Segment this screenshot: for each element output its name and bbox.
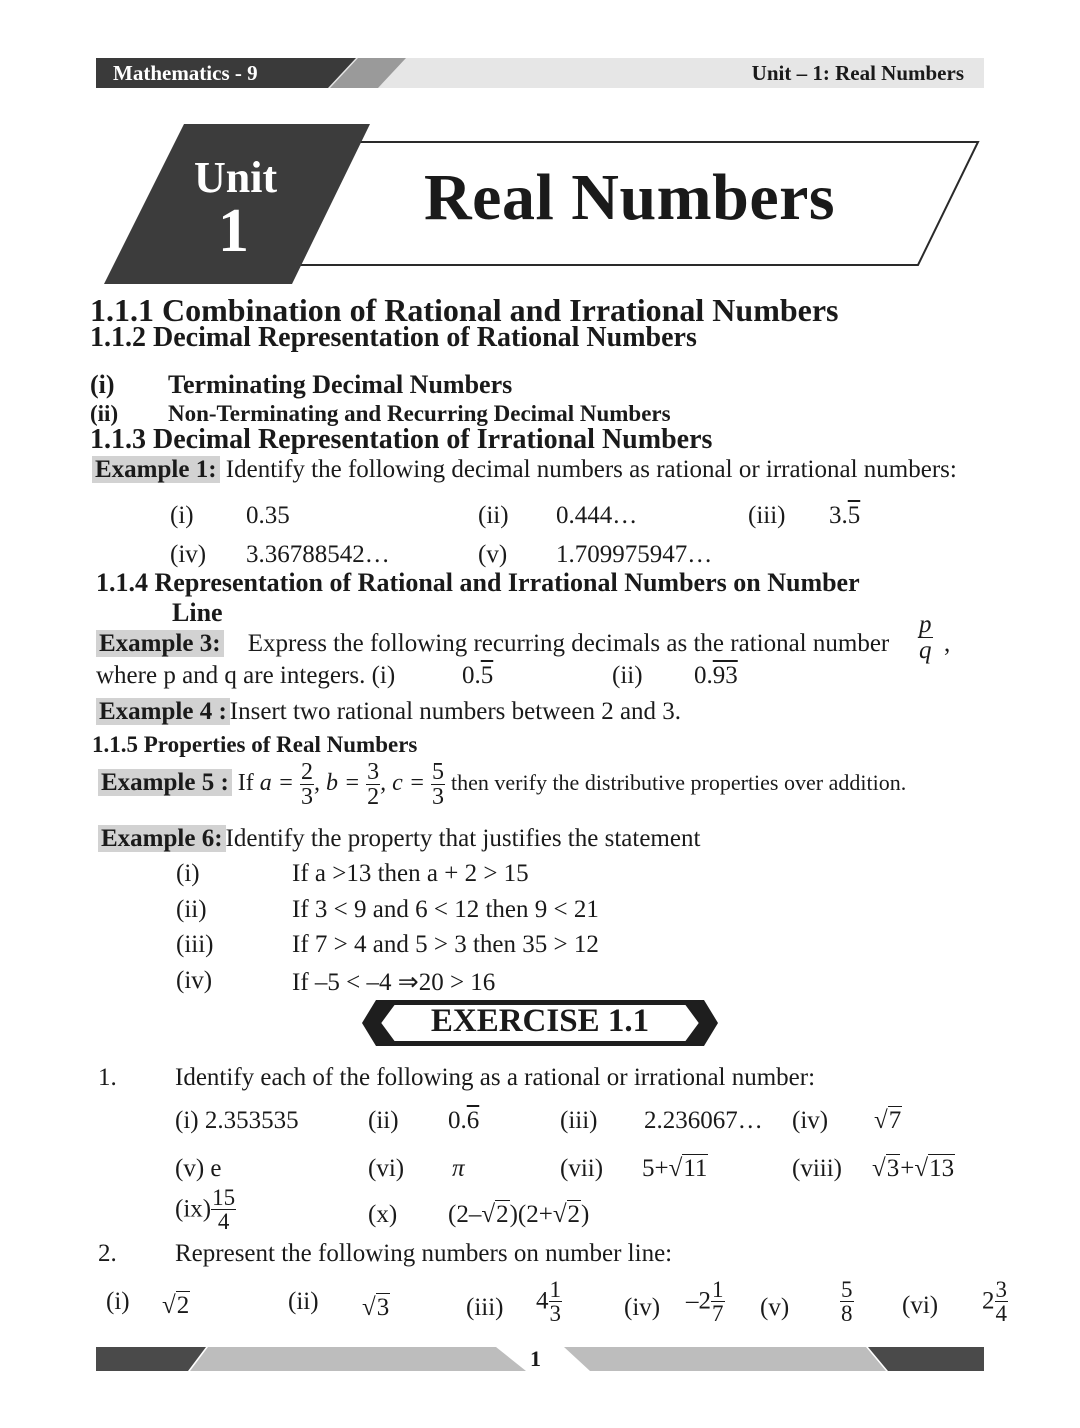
q1-ii-val: [448, 1107, 479, 1135]
header-subject: Mathematics - 9: [113, 61, 258, 85]
example-1-label: Example 1:: [92, 456, 220, 483]
q2-num: 2.: [98, 1240, 117, 1267]
frac-q: q: [919, 637, 932, 664]
example-5: [98, 760, 906, 809]
ex3-i-val-b: 5: [480, 662, 494, 689]
q1-num: 1.: [98, 1064, 117, 1091]
ex6-i-num: (i): [176, 860, 200, 887]
ex1-ii-val: 0.444…: [556, 502, 638, 529]
q1-vii-num: (vii): [560, 1155, 604, 1182]
ex1-v-val: 1.709975947…: [556, 541, 713, 568]
q1-text: Identify each of the following as a rational or irrational number:: [175, 1064, 816, 1091]
ex3-ii-val-a: 0.: [694, 662, 713, 689]
q1-ix-n: 15: [212, 1185, 236, 1210]
q1-ii-val-b: 6: [466, 1107, 480, 1134]
section-1-1-3: 1.1.3 Decimal Representation of Irrational Numbers: [90, 424, 713, 455]
ex6-ii-text: If 3 < 9 and 6 < 12 then 9 < 21: [292, 896, 599, 923]
example-6: [98, 825, 700, 853]
q2-iv-d: 7: [712, 1301, 724, 1326]
frac-p: p: [919, 611, 932, 638]
exercise-title: EXERCISE 1.1: [430, 1003, 650, 1039]
ex6-i-text: If a >13 then a + 2 > 15: [292, 860, 529, 887]
q1-x-rad2: 2: [567, 1201, 581, 1228]
section-1-1-1: 1.1.1 Combination of Rational and Irrational Numbers: [90, 292, 839, 328]
q1-x-val: (2–√2)(2+√2): [448, 1201, 590, 1228]
subsection-ii-num: (ii): [90, 401, 119, 426]
q1-iv-rad: 7: [888, 1107, 902, 1134]
ex6-iii-text: If 7 > 4 and 5 > 3 then 35 > 12: [292, 931, 599, 958]
section-1-1-4: 1.1.4 Representation of Rational and Irrational Numbers on Number: [96, 568, 860, 597]
q2-ii-rad: 3: [376, 1294, 390, 1321]
q2-iii-val: [536, 1278, 562, 1325]
q2-vi-num: (vi): [902, 1292, 939, 1319]
section-1-1-5: 1.1.5 Properties of Real Numbers: [92, 732, 418, 757]
q1-v: (v) e: [175, 1155, 222, 1182]
ex1-ii-num: (ii): [478, 502, 509, 529]
section-1-1-2: 1.1.2 Decimal Representation of Rational Numbers: [90, 322, 697, 353]
ex1-iii-val: [829, 502, 860, 530]
ex3-ii-num: (ii): [612, 662, 643, 689]
example-5-if: If: [237, 770, 254, 797]
ex1-iii-val-b: 5: [847, 502, 861, 529]
q1-vi-num: (vi): [368, 1155, 405, 1182]
q1-viii-rad1: 3: [886, 1155, 900, 1182]
a-den: 3: [300, 784, 313, 810]
example-3-text: Express the following recurring decimals as the rational number: [247, 630, 890, 657]
q2-vi-d: 4: [995, 1301, 1007, 1326]
q1-vii-rad: 11: [683, 1155, 708, 1182]
q1-vii-a: 5+: [642, 1155, 669, 1182]
q1-x-num: (x): [368, 1201, 398, 1228]
example-1-text: Identify the following decimal numbers as rational or irrational numbers:: [225, 456, 957, 483]
q2-iii-n: 1: [549, 1277, 561, 1302]
example-1: [92, 456, 957, 484]
unit-word: Unit: [194, 153, 278, 202]
q2-vi-n: 3: [995, 1277, 1007, 1302]
q2-i-val: √2: [162, 1292, 190, 1319]
q2-vi-val: [982, 1278, 1008, 1325]
ex1-i-val: 0.35: [246, 502, 290, 529]
q2-iv-num: (iv): [624, 1294, 661, 1321]
header-chapter-text: Unit – 1: Real Numbers: [751, 61, 964, 85]
ex3-i-val: [462, 662, 493, 690]
ex6-iv-text: If –5 < –4 ⇒20 > 16: [292, 969, 496, 996]
var-a: a =: [259, 770, 294, 797]
b-den: 2: [367, 784, 380, 810]
q1-vi-val: π: [452, 1155, 465, 1182]
q1-x-a: (2–: [448, 1201, 482, 1228]
q2-iv-val: [686, 1278, 725, 1325]
page-number: 1: [530, 1346, 541, 1371]
ex1-iii-val-a: 3.: [829, 502, 848, 529]
q2-i-rad: 2: [176, 1292, 190, 1319]
q2-iv-n: 1: [712, 1277, 724, 1302]
unit-number: 1: [218, 197, 249, 265]
a-num: 2: [300, 759, 313, 785]
q2-text: Represent the following numbers on number line:: [175, 1240, 673, 1267]
q2-iii-num: (iii): [466, 1294, 504, 1321]
subsection-terminating: Terminating Decimal Numbers: [168, 370, 513, 399]
q1-iv-val: √7: [874, 1107, 902, 1134]
example-3-label: Example 3:: [96, 630, 224, 657]
q2-iv-w: –2: [686, 1287, 711, 1315]
ex3-ii-val: [694, 662, 738, 690]
q1-x-b: )(2+: [509, 1201, 553, 1228]
ex3-ii-val-b: 93: [712, 662, 738, 689]
q2-v-val: [840, 1278, 854, 1325]
example-4-label: Example 4 :: [96, 698, 230, 725]
ex3-i-val-a: 0.: [462, 662, 481, 689]
header-chapter: [318, 58, 984, 88]
example-5-text: then verify the distributive properties over addition.: [451, 770, 907, 796]
q1-viii-val: √3+√13: [872, 1155, 955, 1182]
page-title: Real Numbers: [424, 161, 836, 234]
b-num: 3: [367, 759, 380, 785]
example-4-text: Insert two rational numbers between 2 and 3.: [229, 698, 682, 725]
q2-v-n: 5: [841, 1277, 853, 1302]
q1-iv-num: (iv): [792, 1107, 829, 1134]
ex1-iv-val: 3.36788542…: [246, 541, 390, 568]
ex6-iv-num: (iv): [176, 967, 213, 994]
example-3: [96, 630, 889, 658]
ex6-iii-num: (iii): [176, 931, 214, 958]
q1-vii-val: 5+√11: [642, 1155, 708, 1182]
var-c: , c =: [380, 770, 426, 797]
q1-iii-val: 2.236067…: [644, 1107, 763, 1134]
example-5-label: Example 5 :: [98, 769, 232, 796]
example-3-fraction: [918, 612, 933, 663]
q2-v-num: (v): [760, 1294, 790, 1321]
q2-ii-val: √3: [362, 1294, 390, 1321]
q1-viii-num: (viii): [792, 1155, 842, 1182]
example-6-text: Identify the property that justifies the statement: [225, 825, 701, 852]
q1-x-c: ): [581, 1201, 590, 1228]
example-6-label: Example 6:: [98, 825, 226, 852]
q2-i-num: (i): [106, 1288, 130, 1315]
q1-x-rad1: 2: [496, 1201, 509, 1228]
q2-v-d: 8: [841, 1301, 853, 1326]
q2-ii-num: (ii): [288, 1288, 319, 1315]
ex1-v-num: (v): [478, 541, 508, 568]
q1-ix-num: (ix): [175, 1195, 212, 1223]
ex6-ii-num: (ii): [176, 896, 207, 923]
ex1-i-num: (i): [170, 502, 194, 529]
c-den: 3: [432, 784, 445, 810]
var-b: , b =: [313, 770, 361, 797]
q1-ix-d: 4: [211, 1209, 236, 1233]
q2-iii-w: 4: [536, 1287, 549, 1315]
ex1-iii-num: (iii): [748, 502, 786, 529]
section-1-1-4-line2: Line: [172, 598, 223, 627]
q1-iii-num: (iii): [560, 1107, 598, 1134]
subsection-i-num: (i): [90, 370, 115, 399]
q1-ix: [175, 1186, 236, 1233]
q1-i: (i) 2.353535: [175, 1107, 299, 1134]
q2-vi-w: 2: [982, 1287, 995, 1315]
q1-viii-rad2: 13: [929, 1155, 955, 1182]
q1-ii-num: (ii): [368, 1107, 399, 1134]
q1-viii-plus: +: [900, 1155, 915, 1182]
example-4: [96, 698, 681, 726]
subsection-non-terminating: Non-Terminating and Recurring Decimal Numbers: [168, 401, 671, 426]
q1-ii-val-a: 0.: [448, 1107, 467, 1134]
q2-iii-d: 3: [549, 1301, 561, 1326]
ex1-iv-num: (iv): [170, 541, 207, 568]
example-3-comma: ,: [944, 630, 951, 657]
example-3-line2: where p and q are integers. (i): [96, 662, 396, 689]
c-num: 5: [432, 759, 445, 785]
